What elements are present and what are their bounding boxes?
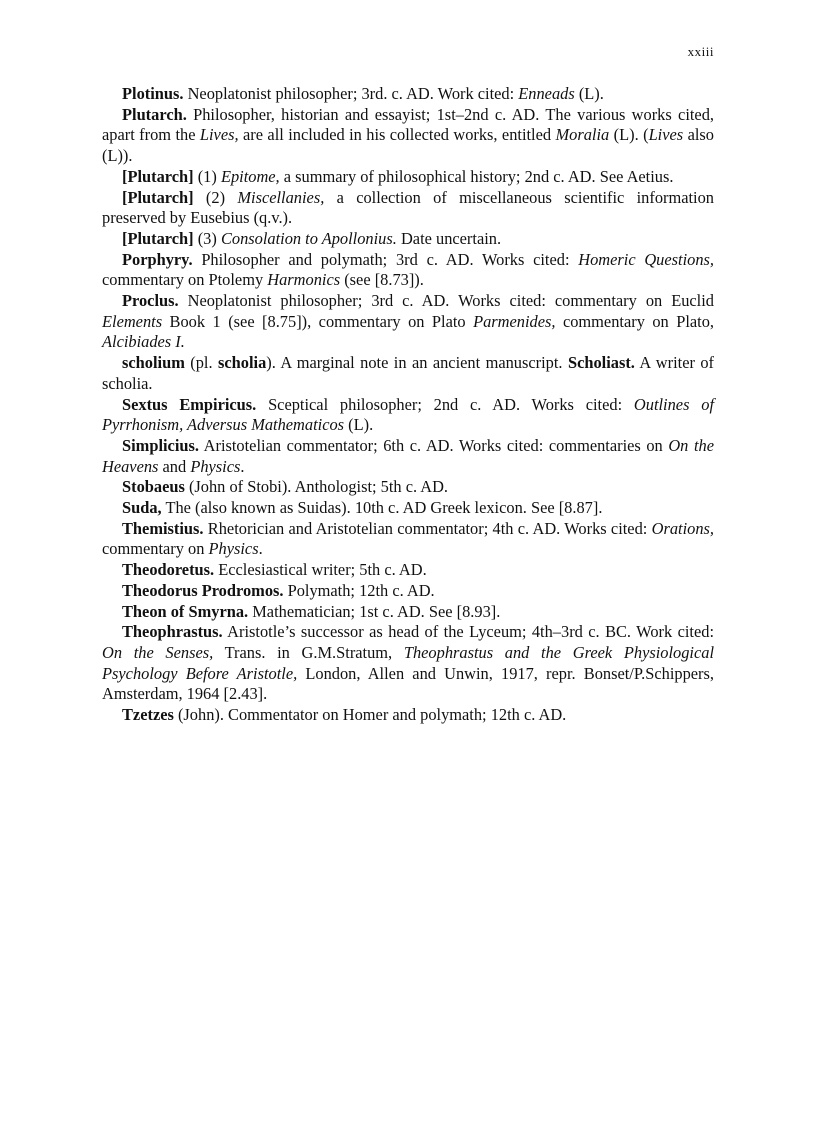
glossary-entries	[102, 84, 714, 726]
entry-text: Ecclesiastical writer; 5th c. AD.	[214, 560, 427, 580]
entry-text: Date uncertain.	[396, 228, 502, 248]
entry-title: On the Heavens	[102, 435, 714, 476]
entry-text: commentary on Ptolemy	[102, 270, 268, 290]
entry-text: a summary of philosophical history; 2nd c. AD. See Aetius.	[279, 166, 674, 186]
entry-title: Moralia	[555, 125, 610, 145]
entry-term: [Plutarch]	[122, 187, 194, 207]
entry-text: and	[158, 456, 191, 476]
entry-text: Neoplatonist philosopher; 3rd c. AD. Works cited: commentary on Euclid	[178, 291, 714, 311]
entry-text: Mathematician; 1st c. AD. See [8.93].	[248, 601, 501, 621]
entry-text: commentary on Plato,	[555, 311, 714, 331]
entry-title: Physics	[208, 539, 259, 559]
entry-term: Suda,	[122, 498, 162, 518]
glossary-entry	[102, 622, 714, 705]
glossary-entry	[102, 250, 714, 291]
entry-term: Tzetzes	[122, 705, 174, 725]
entry-term: scholium	[122, 353, 185, 373]
entry-term: Theodorus Prodromos.	[122, 580, 284, 600]
entry-text: Aristotelian commentator; 6th c. AD. Works cited: commentaries on	[198, 435, 669, 455]
entry-text: ). A marginal note in an ancient manuscript.	[266, 353, 568, 373]
entry-text: (L).	[344, 415, 374, 435]
entry-title: Parmenides,	[473, 311, 556, 331]
entry-title: Lives,	[199, 125, 239, 145]
entry-title: Consolation to Apollonius.	[220, 228, 397, 248]
entry-text: are all included in his collected works, entitled	[238, 125, 556, 145]
page-number: xxiii	[687, 44, 714, 59]
glossary-entry	[102, 602, 714, 623]
entry-title: Physics	[190, 456, 241, 476]
glossary-entry	[102, 498, 714, 519]
glossary-entry	[102, 705, 714, 726]
entry-term: Simplicius.	[122, 435, 199, 455]
entry-title: Harmonics	[267, 270, 341, 290]
entry-text: Philosopher and polymath; 3rd c. AD. Works cited:	[192, 249, 579, 269]
entry-term: [Plutarch]	[122, 228, 194, 248]
entry-text: Trans. in G.M.Stratum,	[213, 642, 404, 662]
glossary-entry	[102, 395, 714, 436]
entry-text: a collection of miscellaneous scientific information preserved by Eusebius (q.v.).	[102, 187, 715, 228]
entry-term: [Plutarch]	[122, 166, 194, 186]
entry-term: Scholiast.	[567, 353, 635, 373]
entry-text: (L). (	[609, 125, 649, 145]
entry-title: Alcibiades I.	[102, 332, 185, 352]
entry-text: The (also known as Suidas). 10th c. AD Greek lexicon. See [8.87].	[161, 498, 603, 518]
entry-term: Theodoretus.	[122, 560, 215, 580]
entry-term: Porphyry.	[122, 249, 193, 269]
entry-title: Homeric Questions,	[578, 249, 714, 269]
entry-text: (John). Commentator on Homer and polymath; 12th c. AD.	[173, 705, 567, 725]
entry-text: (1)	[193, 166, 221, 186]
entry-text: Polymath; 12th c. AD.	[283, 580, 435, 600]
entry-text: .	[240, 456, 245, 476]
entry-text: Philosopher, historian and essayist; 1st–2nd c. AD. The various works cited, apart from the	[102, 104, 714, 145]
glossary-entry	[102, 581, 714, 602]
entry-text: (pl.	[184, 353, 219, 373]
glossary-entry	[102, 188, 714, 229]
entry-term: Plutarch.	[122, 104, 187, 124]
entry-text: also (L)).	[102, 125, 714, 166]
entry-term: Theon of Smyrna.	[122, 601, 249, 621]
entry-text: (L).	[574, 84, 604, 103]
entry-title: Elements	[102, 311, 163, 331]
glossary-entry	[102, 519, 714, 560]
entry-text: Aristotle’s successor as head of the Lyceum; 4th–3rd c. BC. Work cited:	[222, 622, 714, 642]
entry-text: Sceptical philosopher; 2nd c. AD. Works cited:	[256, 394, 634, 414]
glossary-entry	[102, 560, 714, 581]
entry-term: Plotinus.	[122, 84, 184, 103]
entry-term: Sextus Empiricus.	[122, 394, 257, 414]
glossary-entry	[102, 353, 714, 394]
entry-term: Themistius.	[122, 518, 204, 538]
entry-text: .	[258, 539, 263, 559]
entry-term: Stobaeus	[122, 477, 185, 497]
entry-title: Lives	[648, 125, 684, 145]
entry-text: (see [8.73]).	[340, 270, 424, 290]
glossary-entry	[102, 229, 714, 250]
glossary-entry	[102, 436, 714, 477]
entry-text: Rhetorician and Aristotelian commentator; 4th c. AD. Works cited:	[203, 518, 652, 538]
entry-title: Epitome,	[220, 166, 280, 186]
glossary-entry	[102, 167, 714, 188]
entry-title: On the Senses,	[102, 642, 214, 662]
entry-title: Orations,	[651, 518, 714, 538]
entry-text: Neoplatonist philosopher; 3rd. c. AD. Work cited:	[183, 84, 519, 103]
entry-text: London, Allen and Unwin, 1917, repr. Bonset/P.Schippers, Amsterdam, 1964 [2.43].	[102, 663, 714, 704]
glossary-entry	[102, 477, 714, 498]
entry-term: Theophrastus.	[122, 622, 223, 642]
entry-text: A writer of scholia.	[102, 353, 715, 393]
entry-title: Theophrastus and the Greek Physiological Psychology Before Aristotle,	[102, 642, 714, 683]
entry-text: (3)	[193, 228, 221, 248]
glossary-entry	[102, 84, 714, 105]
entry-text: Book 1 (see [8.75]), commentary on Plato	[162, 311, 474, 331]
glossary-entry	[102, 105, 714, 167]
entry-term: Proclus.	[122, 291, 179, 311]
glossary-entry	[102, 291, 714, 353]
entry-text: (John of Stobi). Anthologist; 5th c. AD.	[184, 477, 449, 497]
entry-title: Enneads	[518, 84, 575, 103]
entry-text: (2)	[193, 187, 238, 207]
entry-title: Miscellanies,	[237, 187, 325, 207]
entry-title: Outlines of Pyrrhonism, Adversus Mathematicos	[102, 394, 715, 435]
entry-term: scholia	[218, 353, 267, 373]
entry-text: commentary on	[102, 539, 209, 559]
